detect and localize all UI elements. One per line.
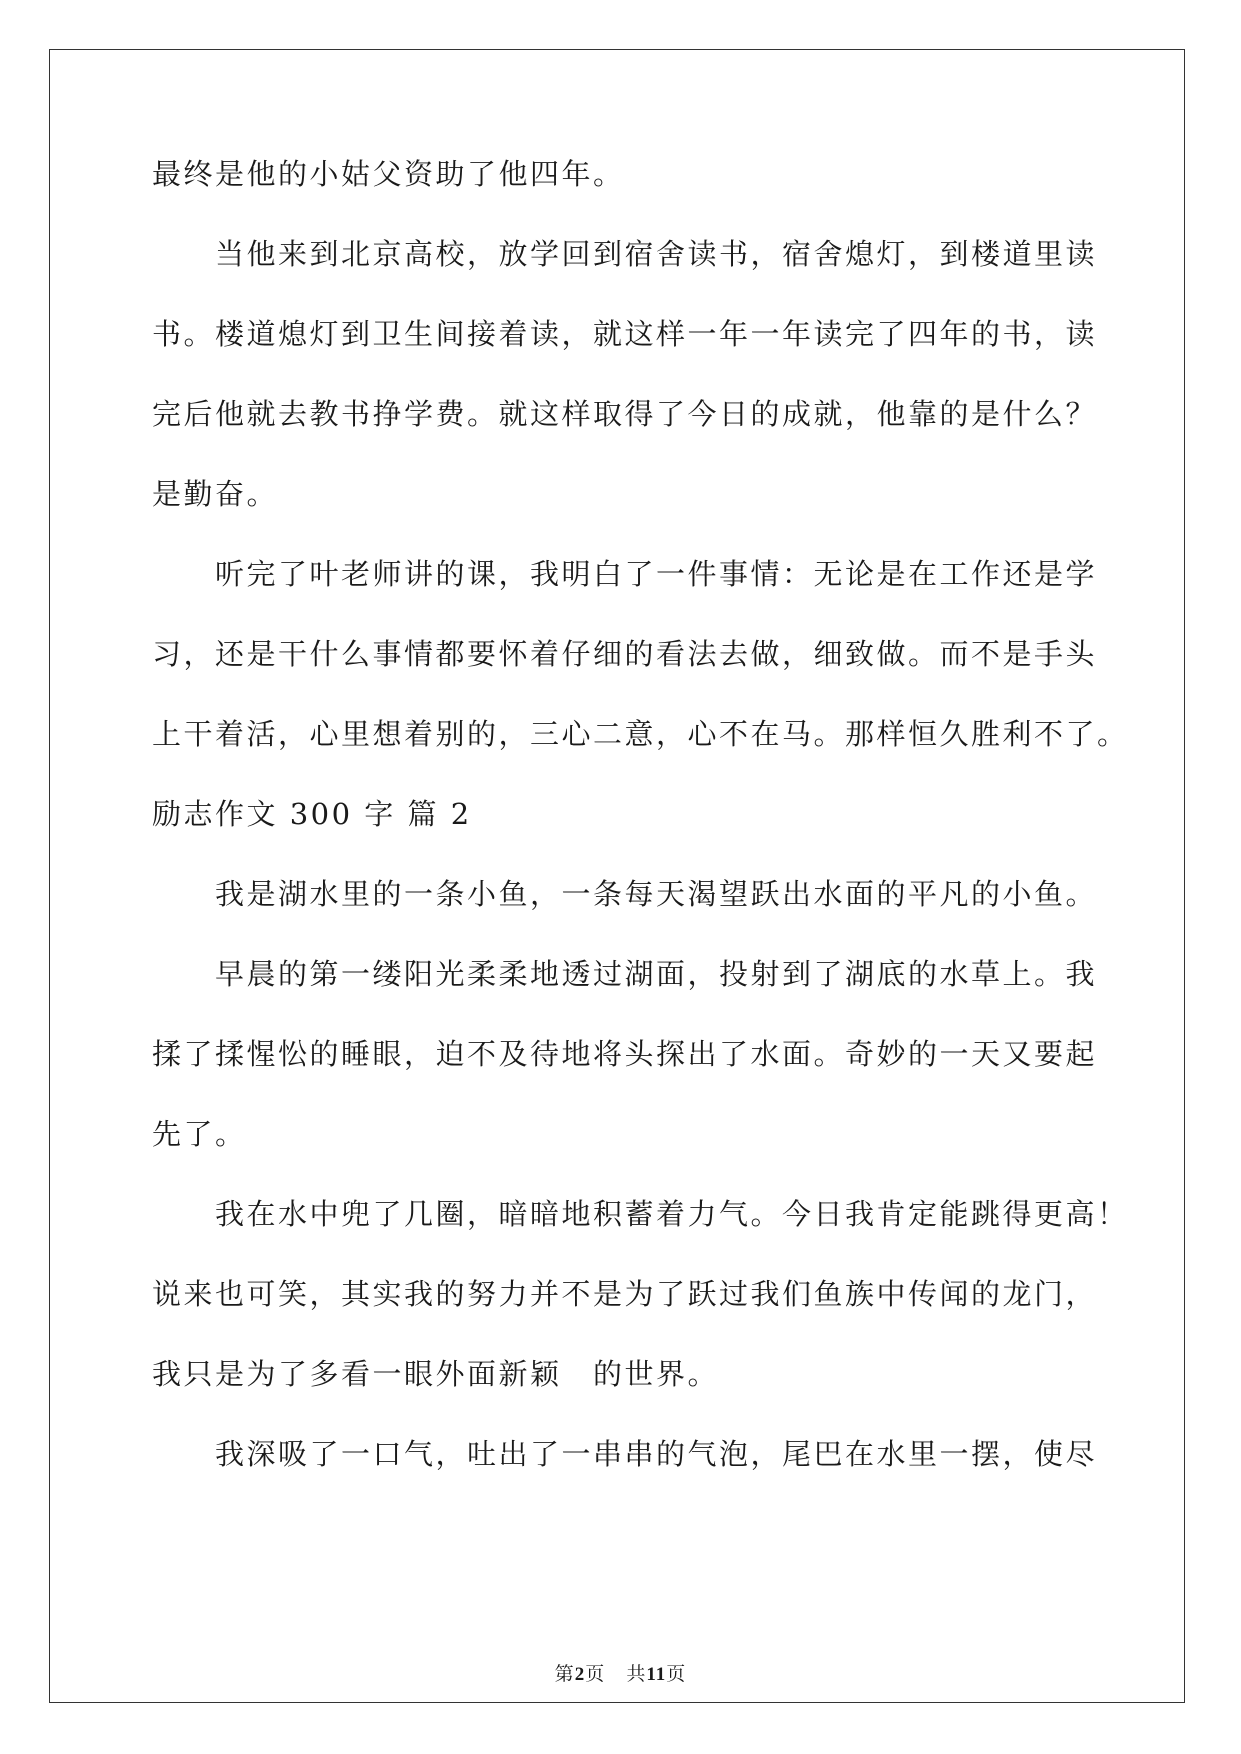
paragraph-start-line: 早晨的第一缕阳光柔柔地透过湖面，投射到了湖底的水草上。我: [215, 957, 1098, 991]
text-line: 习，还是干什么事情都要怀着仔细的看法去做，细致做。而不是手头: [152, 637, 1098, 671]
current-page-number: 2: [574, 1664, 586, 1685]
paragraph-start-line: 当他来到北京高校，放学回到宿舍读书，宿舍熄灯，到楼道里读: [215, 237, 1098, 271]
text-line: 是勤奋。: [152, 477, 279, 511]
section-heading: 励志作文 300 字 篇 2: [152, 797, 472, 831]
paragraph-start-line: 我深吸了一口气，吐出了一串串的气泡，尾巴在水里一摆，使尽: [215, 1437, 1098, 1471]
footer-total-label: 页: [666, 1663, 687, 1685]
total-pages-number: 11: [646, 1664, 667, 1685]
footer-total-prefix: 共: [626, 1663, 647, 1685]
text-line: 先了。: [152, 1117, 247, 1151]
text-line: 完后他就去教书挣学费。就这样取得了今日的成就，他靠的是什么？: [152, 397, 1098, 431]
text-line: 书。楼道熄灯到卫生间接着读，就这样一年一年读完了四年的书，读: [152, 317, 1098, 351]
text-line: 最终是他的小姑父资助了他四年。: [152, 157, 625, 191]
text-line: 揉了揉惺忪的睡眼，迫不及待地将头探出了水面。奇妙的一天又要起: [152, 1037, 1098, 1071]
paragraph-start-line: 我在水中兜了几圈，暗暗地积蓄着力气。今日我肯定能跳得更高！: [215, 1197, 1129, 1231]
text-line: 我只是为了多看一眼外面新颖 的世界。: [152, 1357, 720, 1391]
paragraph-start-line: 我是湖水里的一条小鱼，一条每天渴望跃出水面的平凡的小鱼。: [215, 877, 1098, 911]
footer-prefix: 第: [554, 1663, 575, 1685]
paragraph-start-line: 听完了叶老师讲的课，我明白了一件事情：无论是在工作还是学: [215, 557, 1098, 591]
text-line: 上干着活，心里想着别的，三心二意，心不在马。那样恒久胜利不了。: [152, 717, 1129, 751]
text-line: 说来也可笑，其实我的努力并不是为了跃过我们鱼族中传闻的龙门，: [152, 1277, 1098, 1311]
page-footer: [0, 1662, 1241, 1687]
footer-page-label: 页: [585, 1663, 606, 1685]
